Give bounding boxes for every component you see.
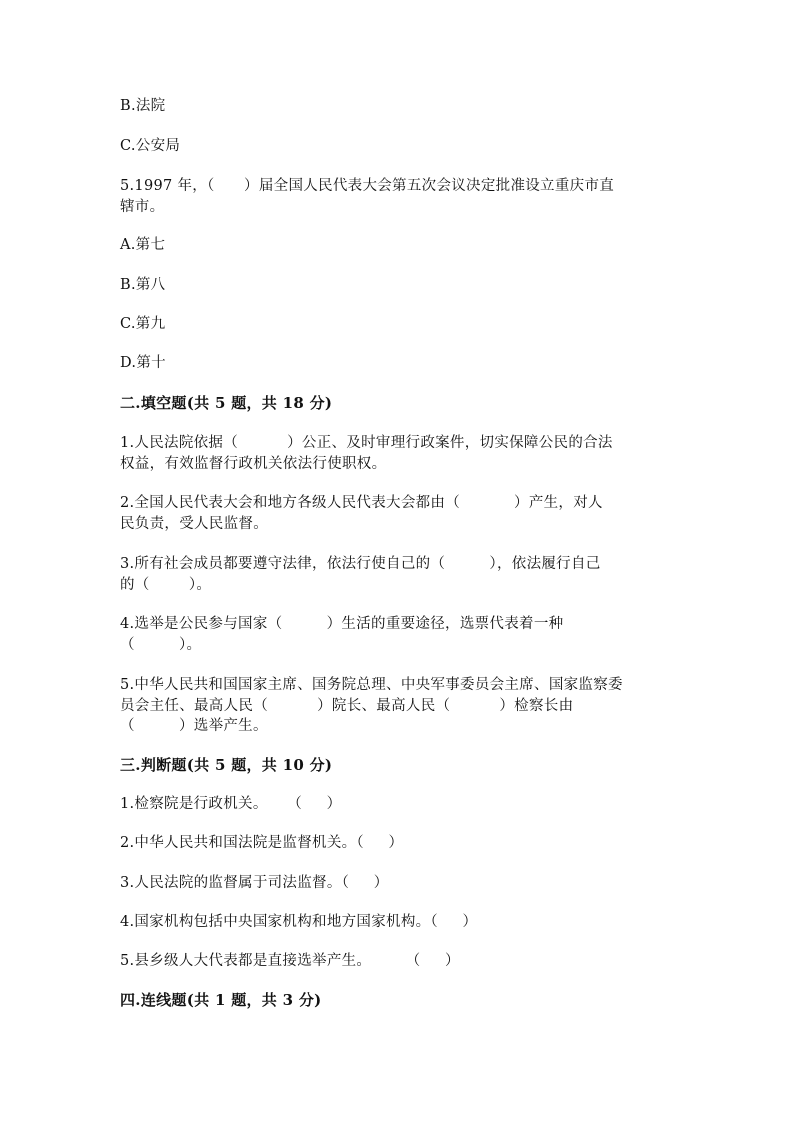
fill-q5-line2: 员会主任、最高人民（ ）院长、最高人民（ ）检察长由 [120, 698, 574, 714]
fill-q3-line1: 3.所有社会成员都要遵守法律，依法行使自己的（ ），依法履行自己 [120, 556, 601, 572]
fill-q4-line1: 4.选举是公民参与国家（ ）生活的重要途径，选票代表着一种 [120, 616, 564, 632]
fill-q1-line2: 权益，有效监督行政机关依法行使职权。 [120, 456, 387, 472]
fill-q2-line2: 民负责，受人民监督。 [120, 516, 268, 532]
q4-option-c: C.公安局 [120, 138, 181, 154]
fill-q2-line1: 2.全国人民代表大会和地方各级人民代表大会都由（ ）产生，对人 [120, 495, 603, 511]
q4-option-b: B.法院 [120, 98, 166, 114]
q5-option-a: A.第七 [120, 237, 166, 253]
q5-option-c: C.第九 [120, 316, 166, 332]
judge-q2: 2.中华人民共和国法院是监督机关。（ ） [120, 835, 404, 851]
fill-q5-line1: 5.中华人民共和国国家主席、国务院总理、中央军事委员会主席、国家监察委 [120, 677, 623, 693]
judge-q3: 3.人民法院的监督属于司法监督。（ ） [120, 875, 389, 891]
section2-heading: 二.填空题(共 5 题，共 18 分) [120, 394, 333, 412]
q5-option-b: B.第八 [120, 277, 166, 293]
section4-heading: 四.连线题(共 1 题，共 3 分) [120, 991, 322, 1009]
q5-stem-line1: 5.1997 年，（ ）届全国人民代表大会第五次会议决定批准设立重庆市直 [120, 178, 615, 194]
fill-q1-line1: 1.人民法院依据（ ）公正、及时审理行政案件，切实保障公民的合法 [120, 435, 613, 451]
q5-stem-line2: 辖市。 [120, 199, 165, 215]
judge-q1: 1.检察院是行政机关。 （ ） [120, 796, 342, 812]
fill-q5-line3: （ ）选举产生。 [120, 718, 268, 734]
judge-q4: 4.国家机构包括中央国家机构和地方国家机构。（ ） [120, 914, 478, 930]
section3-heading: 三.判断题(共 5 题，共 10 分) [120, 756, 333, 774]
judge-q5: 5.县乡级人大代表都是直接选举产生。 （ ） [120, 953, 460, 969]
fill-q3-line2: 的（ ）。 [120, 577, 212, 593]
q5-option-d: D.第十 [120, 355, 166, 371]
fill-q4-line2: （ ）。 [120, 637, 202, 653]
